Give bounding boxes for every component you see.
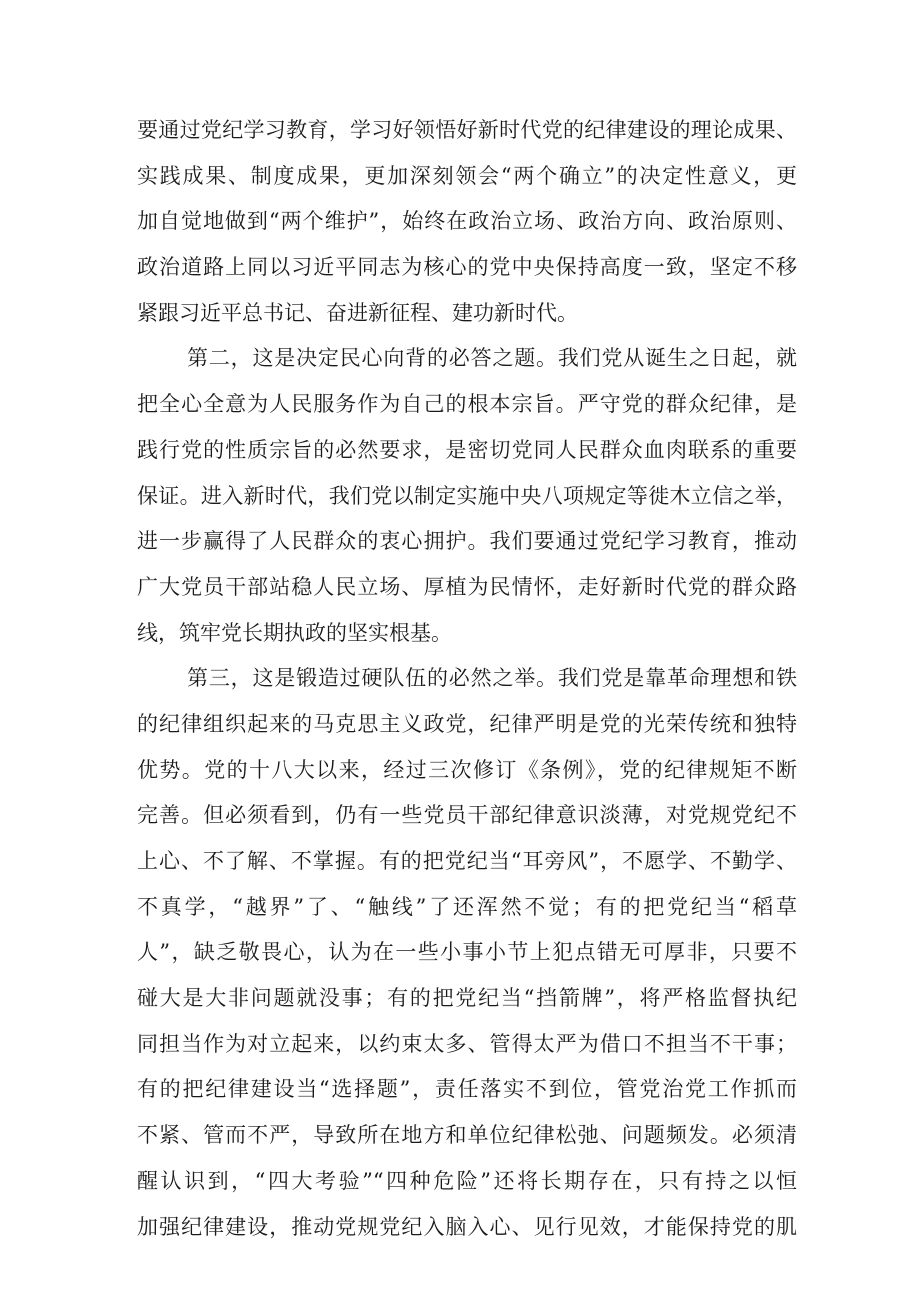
text-line: 醒认识到，“四大考验”“四种危险”还将长期存在，只有持之以恒 <box>137 1168 797 1193</box>
text-line: 第二，这是决定民心向背的必答之题。我们党从诞生之日起，就 <box>187 346 797 371</box>
text-line: 实践成果、制度成果，更加深刻领会“两个确立”的决定性意义，更 <box>137 163 797 188</box>
text-line: 优势。党的十八大以来，经过三次修订《条例》，党的纪律规矩不断 <box>137 757 797 782</box>
text-line: 同担当作为对立起来，以约束太多、管得太严为借口不担当不干事； <box>137 1031 797 1056</box>
text-line: 第三，这是锻造过硬队伍的必然之举。我们党是靠革命理想和铁 <box>187 666 797 691</box>
text-line: 人”，缺乏敬畏心，认为在一些小事小节上犯点错无可厚非，只要不 <box>137 940 797 965</box>
text-line: 线，筑牢党长期执政的坚实根基。 <box>137 620 452 645</box>
text-line: 上心、不了解、不掌握。有的把党纪当“耳旁风”，不愿学、不勤学、 <box>137 849 797 873</box>
text-line: 要通过党纪学习教育，学习好领悟好新时代党的纪律建设的理论成果、 <box>137 118 797 142</box>
paragraph-third <box>137 656 797 1250</box>
text-line: 广大党员干部站稳人民立场、厚植为民情怀，走好新时代党的群众路 <box>137 574 797 599</box>
text-line: 政治道路上同以习近平同志为核心的党中央保持高度一致，坚定不移 <box>137 255 797 280</box>
text-line: 践行党的性质宗旨的必然要求，是密切党同人民群众血肉联系的重要 <box>137 437 797 462</box>
text-line: 进一步赢得了人民群众的衷心拥护。我们要通过党纪学习教育，推动 <box>137 529 797 554</box>
text-line: 的纪律组织起来的马克思主义政党，纪律严明是党的光荣传统和独特 <box>137 711 797 736</box>
paragraph-second <box>137 336 797 656</box>
text-line: 加自觉地做到“两个维护”，始终在政治立场、政治方向、政治原则、 <box>137 209 797 234</box>
text-line: 完善。但必须看到，仍有一些党员干部纪律意识淡薄，对党规党纪不 <box>137 803 797 828</box>
text-line: 加强纪律建设，推动党规党纪入脑入心、见行见效，才能保持党的肌 <box>137 1214 797 1239</box>
text-line: 不真学，“越界”了、“触线”了还浑然不觉；有的把党纪当“稻草 <box>137 894 797 919</box>
document-body <box>137 108 797 1250</box>
text-line: 不紧、管而不严，导致所在地方和单位纪律松弛、问题频发。必须清 <box>137 1123 797 1148</box>
text-line: 碰大是大非问题就没事；有的把党纪当“挡箭牌”，将严格监督执纪 <box>137 986 797 1011</box>
text-line: 保证。进入新时代，我们党以制定实施中央八项规定等徙木立信之举， <box>137 483 797 508</box>
text-line: 紧跟习近平总书记、奋进新征程、建功新时代。 <box>137 300 578 325</box>
paragraph-continuation <box>137 108 797 336</box>
text-line: 有的把纪律建设当“选择题”，责任落实不到位，管党治党工作抓而 <box>137 1077 797 1102</box>
text-line: 把全心全意为人民服务作为自己的根本宗旨。严守党的群众纪律，是 <box>137 392 797 417</box>
